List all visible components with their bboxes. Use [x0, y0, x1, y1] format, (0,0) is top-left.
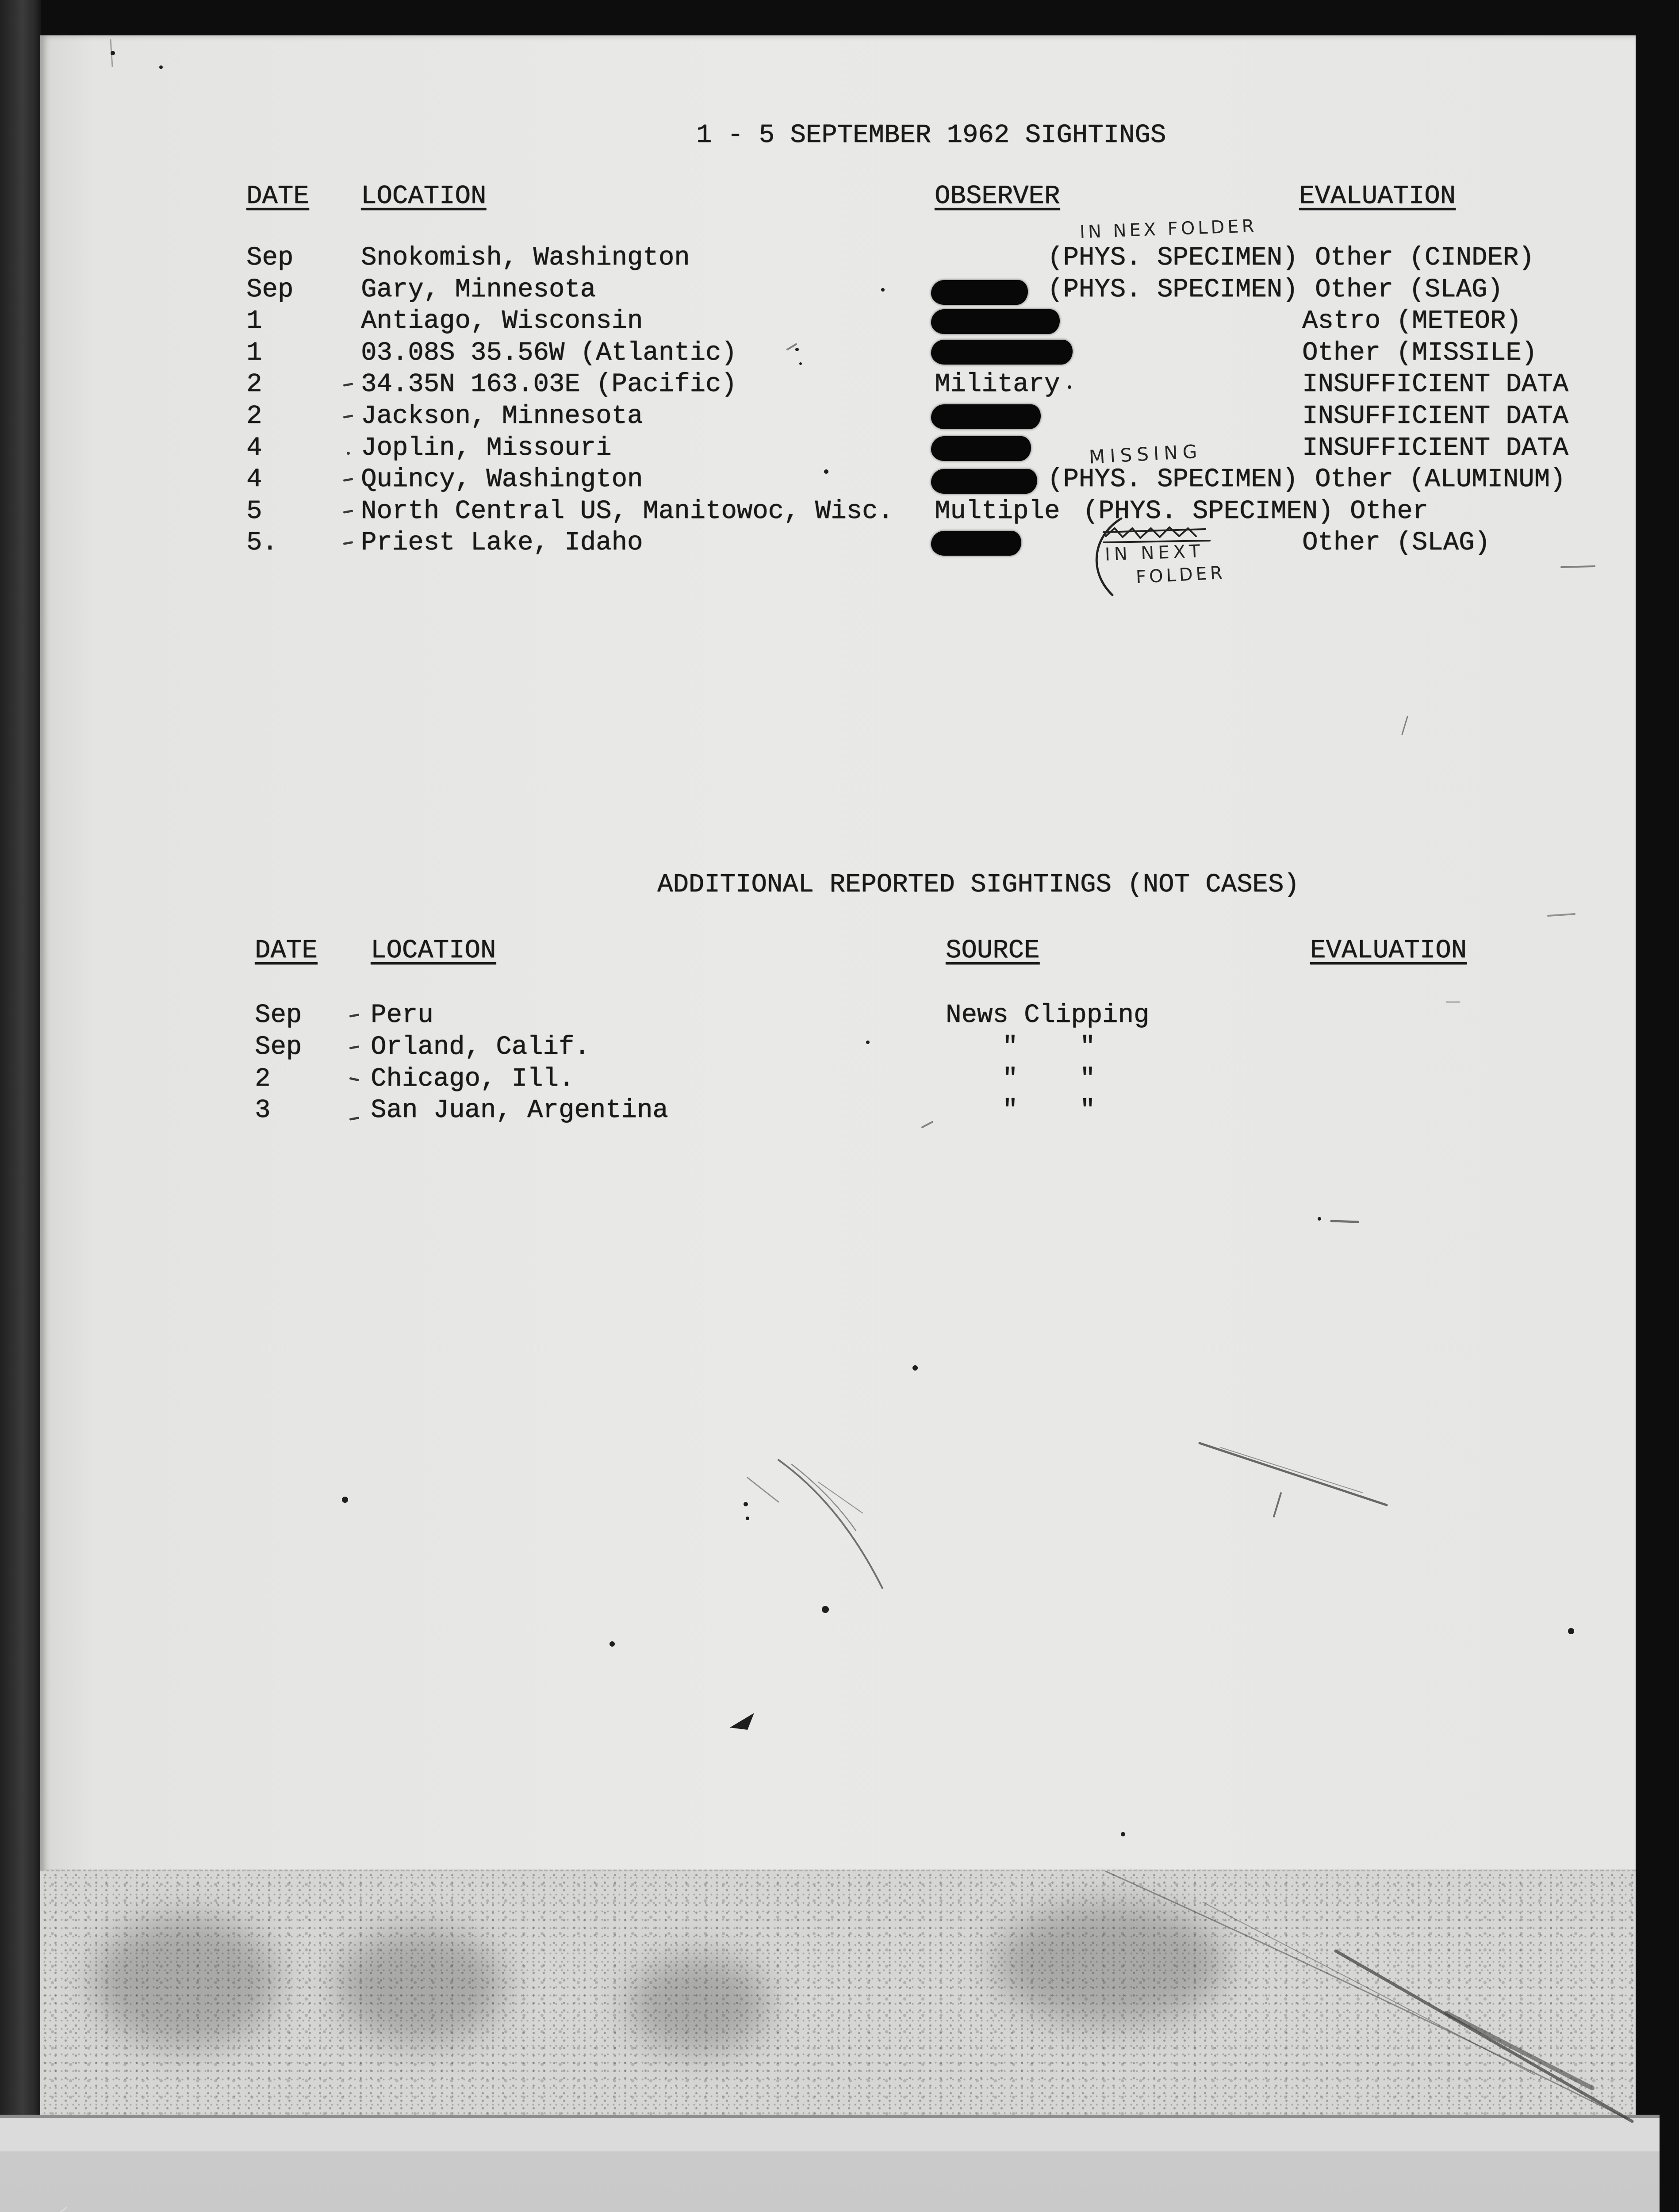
sighting-date: Sep — [255, 1032, 302, 1062]
redacted-observer — [931, 280, 1028, 305]
sighting-date: 2 — [246, 401, 262, 431]
sighting-date: 3 — [255, 1095, 271, 1125]
sighting-date: Sep — [246, 275, 294, 304]
sighting-date: 2 — [246, 369, 262, 399]
check-mark — [343, 383, 353, 387]
sighting-row — [0, 305, 1679, 337]
header-source: SOURCE — [946, 936, 1040, 965]
sighting-location: North Central US, Manitowoc, Wisc. — [361, 496, 893, 526]
sighting-location: Antiago, Wisconsin — [361, 306, 643, 336]
check-mark — [346, 451, 350, 455]
ditto-mark: " — [1080, 1064, 1096, 1094]
header-location: LOCATION — [361, 181, 487, 211]
check-mark — [349, 1014, 360, 1018]
sighting-row — [0, 369, 1679, 400]
additional-title: ADDITIONAL REPORTED SIGHTINGS (NOT CASES) — [657, 870, 1300, 899]
sighting-evaluation: Other (SLAG) — [1302, 528, 1490, 557]
sighting-observer: Multiple — [935, 496, 1060, 526]
sighting-date: 4 — [246, 465, 262, 494]
evaluation-qualifier: (PHYS. SPECIMEN) — [1047, 275, 1298, 304]
sighting-evaluation: INSUFFICIENT DATA — [1302, 433, 1568, 463]
check-mark — [349, 1077, 360, 1081]
header-location: LOCATION — [371, 936, 496, 965]
sighting-location: Joplin, Missouri — [361, 433, 612, 463]
sighting-location: Snokomish, Washington — [361, 243, 690, 273]
sighting-location: Peru — [371, 1000, 433, 1030]
sighting-source: News Clipping — [946, 1000, 1150, 1030]
sighting-evaluation: Other (CINDER) — [1315, 243, 1534, 273]
additional-row — [0, 1094, 1679, 1126]
sighting-evaluation: Astro (METEOR) — [1302, 306, 1522, 336]
sightings-title: 1 - 5 SEPTEMBER 1962 SIGHTINGS — [696, 120, 1166, 150]
evaluation-qualifier: (PHYS. SPECIMEN) — [1047, 465, 1298, 494]
sighting-date: 4 — [246, 433, 262, 463]
sighting-evaluation: Other (MISSILE) — [1302, 338, 1537, 368]
redacted-observer — [931, 436, 1031, 461]
redacted-observer — [931, 531, 1021, 556]
sighting-location: Chicago, Ill. — [371, 1064, 575, 1094]
check-mark — [343, 415, 353, 419]
additional-row — [0, 1031, 1679, 1063]
sighting-date: 2 — [255, 1064, 271, 1094]
evaluation-qualifier: (PHYS. SPECIMEN) — [1083, 496, 1334, 526]
sighting-observer: Military — [935, 369, 1060, 399]
sighting-location: Orland, Calif. — [371, 1032, 590, 1062]
sighting-location: Jackson, Minnesota — [361, 401, 643, 431]
sighting-date: Sep — [246, 243, 294, 273]
check-mark — [343, 478, 353, 482]
sighting-date: 1 — [246, 306, 262, 336]
redacted-observer — [931, 309, 1060, 334]
sighting-location: Quincy, Washington — [361, 465, 643, 494]
check-mark — [349, 1045, 360, 1049]
sighting-location: San Juan, Argentina — [371, 1095, 668, 1125]
check-mark — [343, 541, 353, 545]
ditto-mark: " — [1002, 1064, 1018, 1094]
handwritten-note: FOLDER — [1135, 562, 1226, 588]
additional-row — [0, 1063, 1679, 1095]
evaluation-qualifier: (PHYS. SPECIMEN) — [1047, 243, 1298, 273]
header-observer: OBSERVER — [935, 181, 1060, 211]
ditto-mark: " — [1080, 1095, 1096, 1125]
sighting-evaluation: INSUFFICIENT DATA — [1302, 369, 1568, 399]
sighting-row — [0, 274, 1679, 306]
sighting-evaluation: Other (SLAG) — [1315, 275, 1503, 304]
redacted-observer — [931, 404, 1041, 429]
sighting-row — [0, 464, 1679, 495]
ditto-mark: " — [1080, 1032, 1096, 1062]
sighting-date: 1 — [246, 338, 262, 368]
sighting-row — [0, 337, 1679, 369]
check-mark — [343, 510, 353, 514]
sighting-row — [0, 400, 1679, 432]
ditto-mark: " — [1002, 1032, 1018, 1062]
sighting-evaluation: INSUFFICIENT DATA — [1302, 401, 1568, 431]
sighting-row — [0, 495, 1679, 527]
sighting-date: Sep — [255, 1000, 302, 1030]
sighting-location: 03.08S 35.56W (Atlantic) — [361, 338, 737, 368]
header-date: DATE — [246, 181, 309, 211]
check-mark — [349, 1117, 360, 1121]
sighting-date: 5 — [246, 496, 262, 526]
sighting-row — [0, 527, 1679, 559]
redacted-observer — [931, 340, 1073, 365]
header-date: DATE — [255, 936, 318, 965]
sighting-row — [0, 432, 1679, 468]
handwritten-note: IN NEX FOLDER — [1079, 216, 1258, 242]
sighting-date: 5. — [246, 528, 278, 557]
sighting-evaluation: Other (ALUMINUM) — [1315, 465, 1566, 494]
sighting-location: Gary, Minnesota — [361, 275, 596, 304]
header-evaluation: EVALUATION — [1299, 181, 1456, 211]
sighting-evaluation: Other — [1350, 496, 1429, 526]
handwritten-note: MISSING — [1088, 440, 1203, 468]
ditto-mark: " — [1002, 1095, 1018, 1125]
redacted-observer — [931, 469, 1037, 494]
header-evaluation: EVALUATION — [1310, 936, 1467, 965]
sighting-location: 34.35N 163.03E (Pacific) — [361, 369, 737, 399]
sighting-row — [0, 242, 1679, 274]
handwritten-note: IN NEXT — [1104, 541, 1204, 565]
sighting-location: Priest Lake, Idaho — [361, 528, 643, 557]
additional-row — [0, 999, 1679, 1031]
